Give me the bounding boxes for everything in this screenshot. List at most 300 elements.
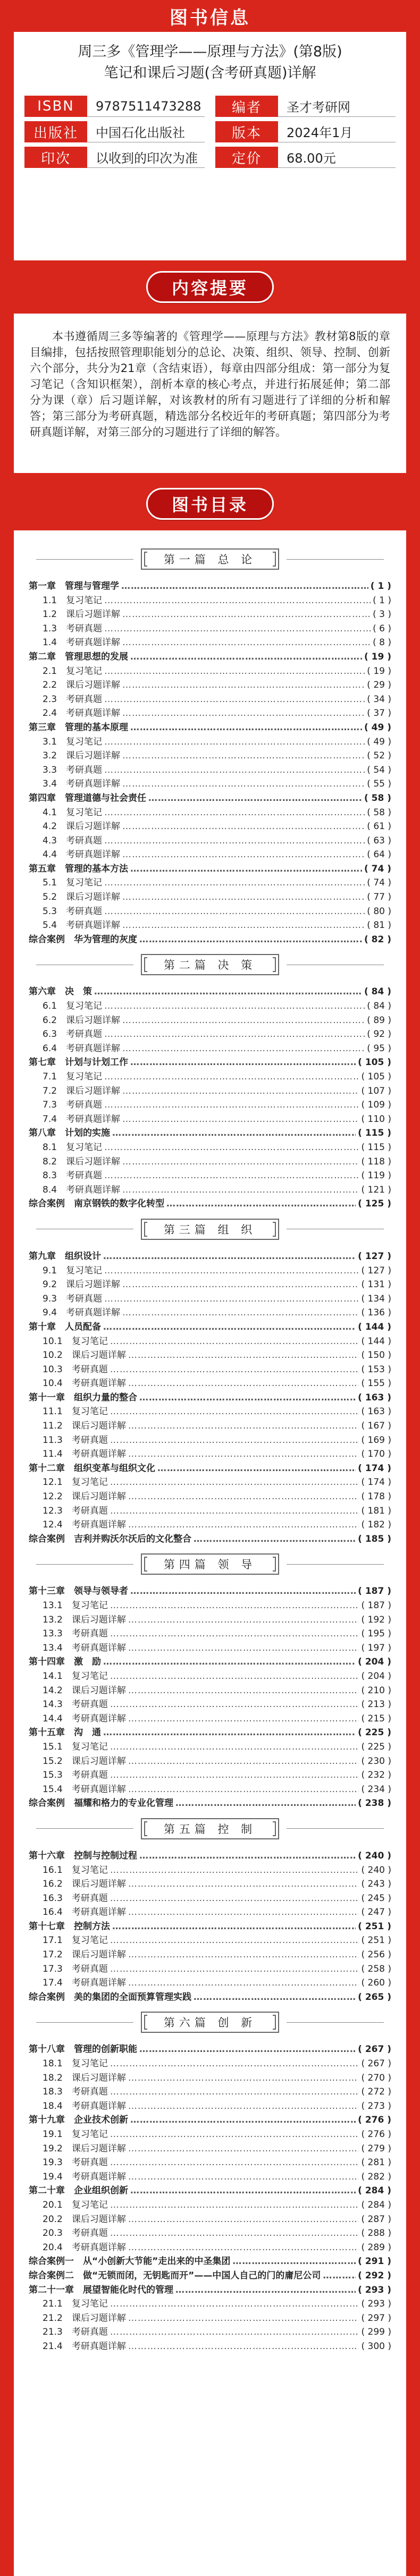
toc-section-row[interactable] [29,2296,391,2310]
toc-entry-title: 15.1 复习笔记 [43,1741,108,1752]
toc-entry-title: 5.1 复习笔记 [43,877,103,889]
toc-leader-dots [175,2285,356,2295]
toc-leader-dots [110,1406,359,1417]
toc-section-row[interactable] [29,1375,391,1390]
toc-page-number: ( 136 ) [361,1307,391,1319]
toc-entry-title: 5.2 课后习题详解 [43,892,121,903]
toc-leader-dots [128,1378,359,1389]
toc-entry-title: 8.4 考研真题详解 [43,1184,121,1195]
toc-entry-title: 2.1 复习笔记 [43,665,103,677]
toc-section-row[interactable] [29,1139,391,1154]
toc-page-number: ( 63 ) [367,835,391,846]
toc-section-row[interactable] [29,1362,391,1376]
toc-section-row[interactable] [29,1598,391,1612]
toc-page-number: ( 288 ) [361,2228,391,2239]
toc-entry-title: 第三章 管理的基本原理 [29,722,128,733]
toc-page-number: ( 64 ) [367,849,391,860]
toc-page-number: ( 230 ) [361,1755,391,1767]
info-value: 中国石化出版社 [87,121,205,142]
toc-entry-title: 第二章 管理思想的发展 [29,651,128,662]
toc-leader-dots [128,2242,359,2253]
toc-section-row[interactable] [29,1154,391,1168]
toc-section-row[interactable] [29,593,391,607]
toc-page-number: ( 58 ) [367,807,391,818]
toc-entry-title: 第九章 组织设计 [29,1251,101,1262]
toc-section-row[interactable] [29,1418,391,1432]
toc-section-row[interactable] [29,1041,391,1055]
toc-leader-dots [110,1699,359,1710]
toc-section-row[interactable] [29,2169,391,2183]
toc-page-number: ( 107 ) [361,1085,391,1096]
toc-section-row[interactable] [29,875,391,889]
toc-section-row[interactable] [29,1446,391,1460]
toc-section-row[interactable] [29,2084,391,2098]
toc-chapter-row[interactable] [29,2112,391,2126]
toc-section-row[interactable] [29,1347,391,1362]
toc-section-row[interactable] [29,1961,391,1975]
toc-entry-title: 3.1 复习笔记 [43,736,103,747]
toc-leader-dots [104,1001,365,1011]
toc-leader-dots [110,1671,359,1682]
toc-section-row[interactable] [29,1263,391,1277]
part-title [29,2006,391,2038]
toc-section-row[interactable] [29,606,391,621]
toc-page-number: ( 181 ) [361,1505,391,1516]
toc-section-row[interactable] [29,917,391,932]
toc-entry-title: 第二十章 企业组织创新 [29,2185,128,2197]
toc-chapter-row[interactable] [29,1583,391,1598]
toc-leader-dots [110,2058,359,2069]
toc-leader-dots [122,1015,365,1026]
toc-leader-dots [323,2270,356,2281]
info-label: 编者 [215,96,278,117]
toc-chapter-row[interactable] [29,720,391,734]
toc-page-number: ( 197 ) [361,1642,391,1653]
toc-entry-title: 第十四章 激 励 [29,1657,101,1668]
toc-section-row[interactable] [29,903,391,918]
toc-entry-title: 第十章 人员配备 [29,1321,101,1332]
toc-section-row[interactable] [29,2225,391,2240]
toc-section-row[interactable] [29,1947,391,1961]
toc-leader-dots [104,1294,359,1304]
toc-section-row[interactable] [29,1932,391,1947]
toc-page-number: ( 238 ) [358,1798,391,1809]
toc-section-row[interactable] [29,1767,391,1781]
toc-page-number: ( 187 ) [361,1600,391,1611]
toc-chapter-row[interactable] [29,1795,391,1810]
toc-entry-title: 14.3 考研真题 [43,1699,108,1710]
toc-leader-dots [104,1142,359,1153]
toc-leader-dots [128,2341,359,2352]
toc-entry-title: 综合案例 美的集团的全面预算管理实践 [29,1991,191,2003]
toc-section-row[interactable] [29,2070,391,2084]
toc-entry-title: 6.3 考研真题 [43,1029,103,1040]
toc-chapter-row[interactable] [29,1531,391,1545]
toc-leader-dots [122,1043,365,1054]
toc-leader-dots [128,2313,359,2324]
toc-leader-dots [128,1350,359,1361]
toc-section-row[interactable] [29,1612,391,1626]
toc-entry-title: 10.2 课后习题详解 [43,1350,126,1361]
toc-section-row[interactable] [29,677,391,691]
toc-section-row[interactable] [29,1640,391,1654]
toc-leader-dots [121,581,368,592]
toc-section-row[interactable] [29,1474,391,1489]
toc-section-row[interactable] [29,1517,391,1531]
toc-entry-title: 综合案例 南京钢铁的数字化转型 [29,1198,164,1210]
toc-section-row[interactable] [29,1975,391,1989]
intro-header: 内容提要 [146,271,274,303]
toc-section-row[interactable] [29,1111,391,1126]
toc-page-number: ( 37 ) [367,708,391,719]
toc-leader-dots [130,1057,356,1068]
toc-section-row[interactable] [29,1305,391,1319]
toc-section-row[interactable] [29,762,391,776]
toc-entry-title: 第十八章 管理的创新职能 [29,2044,137,2055]
toc-leader-dots [130,2185,356,2196]
toc-page-number: ( 185 ) [358,1533,391,1544]
toc-entry-title: 3.2 课后习题详解 [43,750,121,762]
toc-section-row[interactable] [29,1333,391,1348]
toc-entry-title: 21.1 复习笔记 [43,2299,108,2310]
toc-page-number: ( 55 ) [367,779,391,790]
toc-page-number: ( 144 ) [361,1336,391,1347]
toc-page-number: ( 174 ) [358,1463,391,1474]
toc-entry-title: 第六章 决 策 [29,986,92,998]
toc-list [14,530,406,2353]
toc-leader-dots [128,1685,359,1696]
toc-leader-dots [128,1449,359,1459]
part-title [29,1548,391,1580]
toc-page-number: ( 110 ) [361,1113,391,1125]
toc-section-row[interactable] [29,805,391,819]
toc-page-number: ( 195 ) [361,1628,391,1640]
toc-page-number: ( 178 ) [361,1491,391,1502]
toc-entry-title: 9.2 课后习题详解 [43,1279,121,1290]
toc-page-number: ( 74 ) [367,877,391,889]
toc-leader-dots [104,737,365,747]
toc-section-row[interactable] [29,691,391,706]
toc-page-number: ( 115 ) [358,1128,391,1139]
toc-page-number: ( 292 ) [358,2270,391,2281]
toc-chapter-row[interactable] [29,2282,391,2296]
toc-leader-dots [110,1364,359,1375]
toc-entry-title: 17.1 复习笔记 [43,1935,108,1946]
toc-leader-dots [148,793,362,804]
toc-section-row[interactable] [29,663,391,678]
toc-page-number: ( 281 ) [361,2157,391,2168]
intro-text: 本书遵循周三多等编著的《管理学——原理与方法》教材第8版的章目编排，包括按照管理职能划分的总论、决策、组织、领导、控制、创新六个部分，共分为21章（含结束语），每章由四部分组成：第一部分为复习笔记（含知识框架），剖析本章的核心考点，并进行拓展延伸；第二部分为课（章）后习题详解，对该教材的所有习题进行了详细的分析和解答；第三部分为考研真题，精选部分名校近年的考研真题；第四部分为考研真题详解，对第三部分的习题进行了详细的解答。 [30,330,390,438]
toc-page-number: ( 84 ) [364,986,391,998]
toc-entry-title: 5.3 考研真题 [43,906,103,917]
toc-page-number: ( 276 ) [361,2129,391,2140]
toc-section-row[interactable] [29,2141,391,2155]
toc-section-row[interactable] [29,1781,391,1796]
toc-page-number: ( 8 ) [373,637,391,648]
toc-page-number: ( 19 ) [364,651,391,662]
toc-section-row[interactable] [29,1890,391,1905]
toc-leader-dots [103,1322,356,1332]
toc-page-number: ( 289 ) [361,2242,391,2253]
toc-section-row[interactable] [29,998,391,1012]
toc-page-number: ( 192 ) [361,1614,391,1625]
toc-chapter-row[interactable] [29,1319,391,1333]
toc-leader-dots [110,1964,359,1974]
toc-page-number: ( 187 ) [358,1586,391,1597]
toc-entry-title: 3.4 考研真题详解 [43,779,121,790]
toc-chapter-row[interactable] [29,1725,391,1739]
toc-chapter-row[interactable] [29,1248,391,1263]
toc-page-number: ( 297 ) [361,2312,391,2324]
toc-page-number: ( 77 ) [367,892,391,903]
toc-leader-dots [110,2299,359,2309]
toc-leader-dots [130,652,362,662]
toc-section-row[interactable] [29,748,391,762]
toc-page-number: ( 284 ) [361,2199,391,2210]
toc-chapter-row[interactable] [29,1919,391,1933]
book-info-header: 图书信息 [0,0,420,32]
toc-chapter-row[interactable] [29,1460,391,1475]
toc-page-number: ( 19 ) [367,665,391,677]
toc-section-row[interactable] [29,2197,391,2211]
toc-section-row[interactable] [29,889,391,903]
toc-entry-title: 第一章 管理与管理学 [29,581,119,592]
toc-section-row[interactable] [29,1626,391,1640]
toc-entry-title: 13.2 课后习题详解 [43,1614,126,1625]
info-value: 2024年1月 [278,121,396,142]
toc-section-row[interactable] [29,1489,391,1503]
toc-leader-dots [104,906,365,917]
toc-section-row[interactable] [29,2240,391,2254]
toc-section-row[interactable] [29,2056,391,2070]
toc-section-row[interactable] [29,1668,391,1683]
toc-section-row[interactable] [29,2155,391,2169]
toc-section-row[interactable] [29,2126,391,2141]
toc-leader-dots [130,864,362,874]
toc-entry-title: 10.4 考研真题详解 [43,1378,126,1389]
toc-leader-dots [104,1100,359,1110]
toc-section-row[interactable] [29,1168,391,1182]
toc-chapter-row[interactable] [29,932,391,946]
toc-entry-title: 6.1 复习笔记 [43,1001,103,1012]
toc-section-row[interactable] [29,833,391,847]
toc-section-row[interactable] [29,847,391,861]
toc-page-number: ( 118 ) [361,1156,391,1167]
toc-section-row[interactable] [29,2338,391,2353]
toc-leader-dots [110,1435,359,1446]
toc-entry-title: 6.2 课后习题详解 [43,1015,121,1026]
part-title [29,543,391,575]
toc-entry-title: 13.4 考研真题详解 [43,1642,126,1653]
toc-section-row[interactable] [29,1182,391,1196]
toc-page-number: ( 109 ) [361,1100,391,1111]
toc-chapter-row[interactable] [29,1054,391,1069]
toc-section-row[interactable] [29,1904,391,1919]
toc-page-number: ( 52 ) [367,750,391,762]
toc-section-row[interactable] [29,1291,391,1305]
toc-chapter-row[interactable] [29,2253,391,2268]
toc-section-row[interactable] [29,1503,391,1517]
toc-leader-dots [110,2157,359,2168]
toc-leader-dots [128,1643,359,1653]
toc-entry-title: 综合案例二 做“无锁而闭，无钥匙而开”——中国人自己的门的庸尼公司 [29,2270,321,2281]
toc-entry-title: 第七章 计划与计划工作 [29,1057,128,1068]
toc-entry-title: 16.4 考研真题详解 [43,1907,126,1918]
toc-section-row[interactable] [29,1277,391,1291]
toc-entry-title: 第十七章 控制方法 [29,1921,110,1932]
toc-section-row[interactable] [29,1696,391,1711]
toc-chapter-row[interactable] [29,984,391,998]
toc-page-number: ( 105 ) [361,1071,391,1082]
toc-entry-title: 第十九章 企业技术创新 [29,2115,128,2126]
toc-page-number: ( 267 ) [358,2044,391,2055]
toc-entry-title: 9.1 复习笔记 [43,1265,103,1276]
toc-page-number: ( 182 ) [361,1519,391,1531]
toc-entry-title: 14.2 课后习题详解 [43,1685,126,1696]
toc-page-number: ( 167 ) [361,1421,391,1432]
toc-section-row[interactable] [29,1876,391,1890]
toc-page-number: ( 115 ) [361,1142,391,1153]
toc-entry-title: 14.1 复习笔记 [43,1670,108,1682]
toc-section-row[interactable] [29,1097,391,1111]
toc-leader-dots [104,1265,359,1276]
toc-entry-title: 19.2 课后习题详解 [43,2143,126,2154]
toc-leader-dots [128,1879,359,1889]
toc-section-row[interactable] [29,705,391,720]
toc-panel [14,530,406,2576]
toc-page-number: ( 247 ) [361,1907,391,1918]
toc-page-number: ( 273 ) [361,2100,391,2112]
toc-chapter-row[interactable] [29,790,391,805]
toc-entry-title: 18.1 复习笔记 [43,2058,108,2070]
toc-page-number: ( 121 ) [361,1184,391,1195]
toc-chapter-row[interactable] [29,1848,391,1862]
toc-page-number: ( 276 ) [358,2115,391,2126]
toc-page-number: ( 49 ) [367,736,391,747]
toc-chapter-row[interactable] [29,1125,391,1139]
toc-page-number: ( 58 ) [364,792,391,804]
toc-entry-title: 综合案例 福耀和格力的专业化管理 [29,1798,173,1809]
toc-entry-title: 综合案例一 从“小创新大节能”走出来的中圣集团 [29,2256,231,2267]
part-title [29,1213,391,1245]
toc-chapter-row[interactable] [29,578,391,593]
toc-chapter-row[interactable] [29,2041,391,2056]
toc-page-number: ( 127 ) [358,1251,391,1262]
toc-leader-dots [104,835,365,846]
toc-entry-title: 2.4 考研真题详解 [43,708,121,719]
part-title-label: 第四篇 领 导 [141,1553,279,1575]
toc-entry-title: 21.3 考研真题 [43,2327,108,2338]
toc-entry-title: 4.4 考研真题详解 [43,849,121,860]
toc-leader-dots [110,1742,359,1752]
toc-chapter-row[interactable] [29,861,391,875]
book-info-table [24,96,396,172]
part-title-label: 第五篇 控 制 [141,1818,279,1839]
toc-section-row[interactable] [29,2098,391,2113]
toc-chapter-row[interactable] [29,1390,391,1404]
toc-section-row[interactable] [29,1862,391,1877]
toc-section-row[interactable] [29,1683,391,1697]
toc-entry-title: 8.3 考研真题 [43,1170,103,1181]
toc-section-row[interactable] [29,1404,391,1418]
book-title-line1: 周三多《管理学——原理与方法》(第8版) [78,44,342,60]
part-title [29,949,391,981]
toc-leader-dots [122,779,365,789]
toc-page-number: ( 155 ) [361,1378,391,1389]
toc-chapter-row[interactable] [29,1989,391,2004]
toc-section-row[interactable] [29,1083,391,1097]
toc-section-row[interactable] [29,776,391,790]
info-label: 版本 [215,121,278,142]
toc-chapter-row[interactable] [29,2183,391,2197]
toc-section-row[interactable] [29,1739,391,1753]
toc-entry-title: 第四章 管理道德与社会责任 [29,792,146,804]
toc-entry-title: 13.3 考研真题 [43,1628,108,1640]
toc-entry-title: 18.3 考研真题 [43,2087,108,2098]
toc-chapter-row[interactable] [29,1654,391,1668]
toc-section-row[interactable] [29,2310,391,2325]
toc-page-number: ( 293 ) [361,2299,391,2310]
toc-section-row[interactable] [29,621,391,635]
toc-section-row[interactable] [29,635,391,649]
toc-section-row[interactable] [29,1069,391,1083]
toc-leader-dots [130,2115,356,2125]
toc-leader-dots [157,1463,356,1474]
toc-chapter-row[interactable] [29,649,391,663]
toc-section-row[interactable] [29,1753,391,1768]
toc-leader-dots [128,1978,359,1988]
toc-entry-title: 第十二章 组织变革与组织文化 [29,1463,155,1474]
toc-entry-title: 5.4 考研真题详解 [43,920,121,931]
toc-section-row[interactable] [29,1711,391,1725]
toc-leader-dots [104,1071,359,1082]
toc-entry-title: 21.2 课后习题详解 [43,2312,126,2324]
toc-leader-dots [110,2327,359,2337]
toc-page-number: ( 49 ) [364,722,391,733]
toc-leader-dots [122,892,365,902]
toc-leader-dots [122,1086,359,1096]
toc-entry-title: 18.2 课后习题详解 [43,2072,126,2083]
toc-entry-title: 综合案例 华为管理的灰度 [29,934,137,945]
toc-page-number: ( 225 ) [358,1727,391,1738]
toc-entry-title: 7.3 考研真题 [43,1100,103,1111]
toc-section-row[interactable] [29,1026,391,1041]
part-title-label: 第一篇 总 论 [141,548,279,570]
toc-section-row[interactable] [29,1012,391,1027]
part-title-label: 第三篇 组 织 [141,1219,279,1240]
toc-page-number: ( 163 ) [361,1406,391,1417]
toc-leader-dots [128,1949,359,1960]
toc-entry-title: 第二十一章 展望智能化时代的管理 [29,2284,173,2295]
toc-section-row[interactable] [29,2211,391,2226]
toc-section-row[interactable] [29,1432,391,1447]
toc-leader-dots [122,1279,359,1290]
toc-section-row[interactable] [29,2324,391,2338]
toc-leader-dots [103,1657,356,1667]
toc-leader-dots [122,609,371,620]
book-info-row [24,147,396,168]
toc-section-row[interactable] [29,734,391,748]
toc-chapter-row[interactable] [29,2268,391,2282]
toc-chapter-row[interactable] [29,1196,391,1210]
toc-leader-dots [122,1307,359,1318]
toc-leader-dots [128,2214,359,2225]
toc-section-row[interactable] [29,818,391,833]
toc-entry-title: 6.4 考研真题详解 [43,1043,121,1054]
toc-leader-dots [130,722,362,733]
toc-page-number: ( 213 ) [361,1699,391,1710]
toc-leader-dots [194,1534,356,1544]
